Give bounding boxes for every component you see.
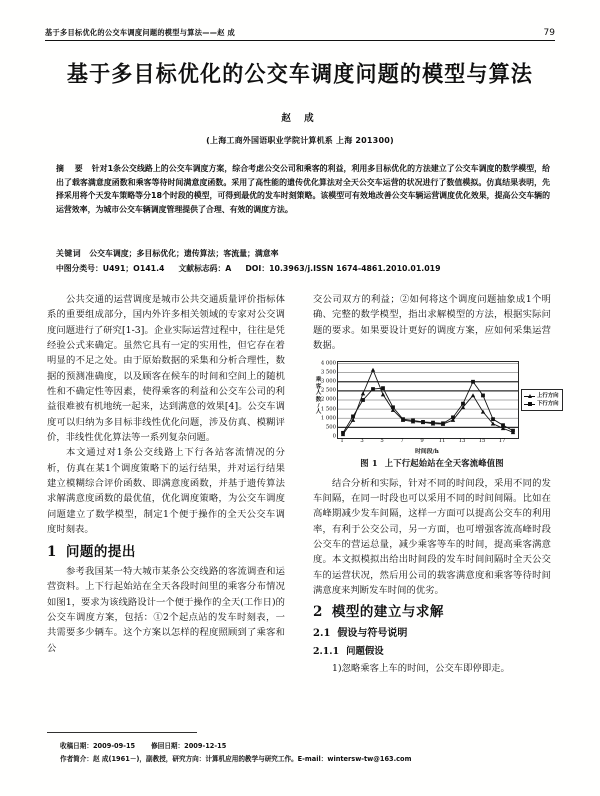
- article-author: 赵 成: [281, 113, 319, 124]
- section-title: 问题的提出: [65, 543, 136, 560]
- abstract-text: 针对1条公交线路上的公交车调度方案，综合考虑公交公司和乘客的利益，利用多目标优化的方法建立了公交车调度的数学模型，给出了载客满意度函数和乘客等待时间满意度函数。采用了高性能的遗传优化算法对全天公交车运营的状况进行了数值模拟。仿真结果表明，先择采用将个天发车策略等分18个时段的模型，可得到最优的发车时刻策略。该模型可有效地改善公交车辆运营调度优化效果，提高公交车辆的运营效率，为城市公交车辆调度管理提供了合理、有效的调度方法。: [56, 164, 551, 214]
- chart-x-tick-label: 5: [380, 438, 384, 445]
- footer-bio: 作者简介：赵 成(1961－)，副教授，研究方向：计算机应用的教学与研究工作。E-mail：wintersw-tw@163.com: [60, 754, 412, 763]
- chart-x-tick-label: 11: [438, 438, 446, 445]
- chart-svg: [338, 362, 518, 438]
- legend-marker-triangle-icon: [524, 394, 535, 399]
- bio-value: 赵 成(1961－)，副教授，研究方向：计算机应用的教学与研究工作。E-mail：wintersw-tw@163.com: [92, 754, 412, 763]
- section-number: 2: [313, 604, 323, 621]
- subsection-heading-2-1-1: [313, 644, 551, 659]
- chart-y-tick-label: 1 500: [320, 405, 336, 412]
- keywords: [56, 247, 550, 260]
- header-divider: [45, 40, 555, 41]
- legend-marker-square-icon: [524, 402, 535, 407]
- subsection-number: 2.1: [313, 627, 331, 639]
- article-title: 基于多目标优化的公交车调度问题的模型与算法: [66, 60, 534, 87]
- footer-notes: [60, 740, 555, 765]
- doi-label: DOI: [245, 264, 262, 273]
- page-number: 79: [543, 28, 555, 38]
- doi-value: 10.3963/j.ISSN 1674-4861.2010.01.019: [269, 264, 441, 273]
- chart-x-tick-label: 3: [360, 438, 364, 445]
- keywords-text: 公交车调度；多目标优化；遗传算法；客流量；满意率: [89, 249, 279, 258]
- footer-divider: [47, 732, 197, 733]
- section-title: 模型的建立与求解: [331, 604, 444, 621]
- keywords-label: 关键词: [56, 249, 82, 258]
- chart-x-tick-label: 13: [458, 438, 466, 445]
- chart-y-tick-label: 4 000: [320, 360, 336, 367]
- subsection-title: 问题假设: [346, 646, 384, 658]
- classification-line: [56, 262, 550, 275]
- chart-gridlines: [338, 364, 518, 428]
- paragraph: 结合分析和实际，针对不同的时间段，采用不同的发车间隔，在同一时段也可以采用不同的时间间隔。比如在高峰期减少发车间隔，这样一方面可以提高公交车的利用率，有利于公交公司，另一方面，也可增强客流高峰时段公交车的营运总量，减少乘客等车的时间，提高乘客满意度。本文拟模拟出给出时间段的发车时间间隔时全天公交车的运营状况，然后用公司的载客满意度和乘客等待时间满意度来判断发车时间的优劣。: [313, 477, 551, 597]
- footer-dates: 收稿日期：2009-09-15 修回日期：2009-12-15: [60, 742, 227, 750]
- author-affiliation: (上海工商外国语职业学院计算机系 上海 201300): [206, 136, 394, 145]
- document-code: 文献标志码：A: [178, 264, 232, 273]
- subsection-title: 假设与符号说明: [337, 627, 408, 639]
- paragraph: 本文通过对1条公交线路上下行各站客流情况的分析，仿真在某1个调度策略下的运行结果，并对运行结果建立模糊综合评价函数、即满意度函数，并基于遗传算法求解满意度函数的最优值，优化调度策略，为公交车调度问题建立了数学模型，制定1个便于操作的全天公交车调度时刻表。: [47, 447, 285, 536]
- subsection-number: 2.1.1: [313, 646, 340, 658]
- chart-legend: [521, 389, 563, 411]
- doi: DOI：10.3963/j.ISSN 1674-4861.2010.01.019: [245, 264, 441, 273]
- subsection-heading-2-1: [313, 626, 551, 641]
- paragraph: 参考我国某一特大城市某条公交线路的客流调查和运营资料。上下行起始站在全天各段时间里的乘客分布情况如图1，要求为该线路设计一个便于操作的全天(工作日)的公交车调度方案，包括：①2个起点站的发车时刻表，一共需要多少辆车。这个方案以怎样的程度照顾到了乘客和公: [47, 565, 285, 654]
- chart-x-tick-label: 9: [420, 438, 424, 445]
- abstract: [56, 162, 550, 216]
- chart-x-tick-label: 17: [498, 438, 506, 445]
- section-heading-2: [313, 605, 551, 620]
- column-left: [47, 292, 285, 656]
- bio-label: 作者简介: [60, 754, 87, 763]
- chart-y-tick-label: 0: [332, 433, 336, 440]
- chart-y-tick-label: 500: [325, 424, 336, 431]
- figure-caption-text: 上下行起始站在全天客流峰值图: [384, 458, 504, 469]
- paragraph: 1)忽略乘客上车的时间，公交车即停即走。: [332, 662, 510, 674]
- chart-x-tick-label: 1: [340, 438, 344, 445]
- received-value: 2009-09-15: [92, 742, 136, 750]
- chart-y-tick-label: 3 500: [320, 369, 336, 376]
- doc-code-label: 文献标志码: [178, 264, 218, 273]
- legend-item: [524, 392, 559, 400]
- legend-item: [524, 400, 559, 408]
- figure-1: [313, 359, 559, 471]
- chart-y-ticks: [320, 360, 336, 440]
- abstract-label: 摘 要: [56, 164, 87, 173]
- section-heading-1: [47, 545, 285, 560]
- clc-value: U491；O141.4: [102, 264, 165, 273]
- clc-label: 中图分类号: [56, 264, 95, 273]
- legend-label: 上行方向: [537, 393, 559, 400]
- column-right: [313, 292, 559, 676]
- paragraph: 公共交通的运营调度是城市公共交通质量评价指标体系的重要组成部分，国内外许多相关领域的专家对公交调度问题进行了研究[1-3]。企业实际运营过程中，往往是凭经验公式来确定。虽然它具有一定的实用性，但它存在着明显的不足之处。由于原始数据的采集和分析合理性，数据的预测准确度，以及顾客在候车的时间和空间上的随机性和不确定性等因素，使得乘客的利益和公交车公司的利益很难被有机地统一起来，达到满意的效果[4]。公交车调度可以归纳为多目标非线性优化问题，涉及仿真、模糊评价，非线性优化算法等一系列复杂问题。: [47, 294, 285, 444]
- paragraph: 交公司双方的利益；②如何将这个调度问题抽象成1个明确、完整的数学模型，指出求解模型的方法，根据实际问题的要求。如果要设计更好的调度方案，应如何采集运营数据。: [313, 294, 551, 352]
- chart-y-tick-label: 2 000: [320, 396, 336, 403]
- chart-y-tick-label: 1 000: [320, 414, 336, 421]
- chart-x-axis-label: 时间段/h: [415, 449, 439, 456]
- running-head-title: 基于多目标优化的公交车调度问题的模型与算法——赵 成: [45, 27, 235, 38]
- figure-number: 图 1: [360, 458, 378, 469]
- legend-label: 下行方向: [537, 401, 559, 408]
- chart-y-tick-label: 3 000: [320, 378, 336, 385]
- revised-label: 修回日期: [151, 742, 178, 750]
- clc-code: 中图分类号：U491；O141.4: [56, 264, 165, 273]
- chart-y-tick-label: 2 500: [320, 387, 336, 394]
- chart-x-tick-label: 15: [478, 438, 486, 445]
- chart-x-tick-label: 7: [400, 438, 404, 445]
- section-number: 1: [47, 543, 57, 560]
- chart-passenger-flow: [313, 359, 559, 456]
- received-label: 收稿日期: [60, 742, 87, 750]
- chart-series-group: [341, 368, 515, 436]
- revised-value: 2009-12-15: [184, 742, 227, 750]
- doc-code-value: A: [225, 264, 232, 273]
- running-head: [45, 24, 555, 38]
- chart-y-axis-label: 乘 客 人 数 / 人: [315, 377, 322, 416]
- chart-plot-area: [337, 361, 519, 439]
